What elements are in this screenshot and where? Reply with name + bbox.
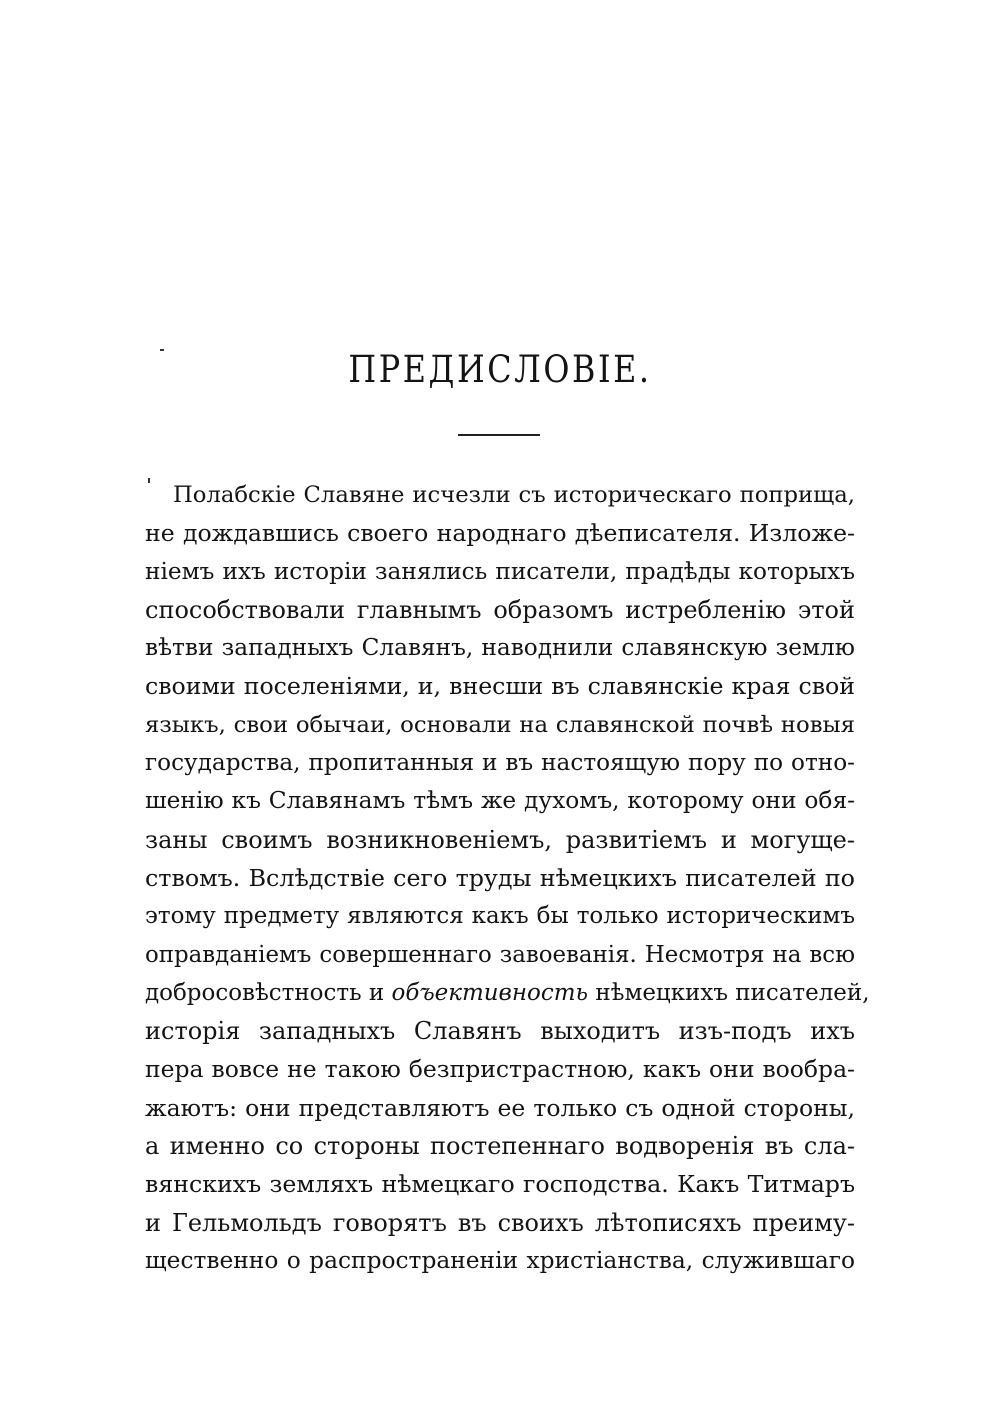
text-line: языкъ, свои обычаи, основали на славянской почвѣ новыя: [145, 711, 855, 738]
text-line: шенію къ Славянамъ тѣмъ же духомъ, которому они обя-: [145, 787, 855, 815]
body-text: [145, 476, 870, 1280]
text-line: государства, пропитанныя и въ настоящую пору по отно-: [145, 749, 855, 777]
text-line: этому предмету являются какъ бы только историческимъ: [145, 903, 855, 930]
emphasized-word: объективность: [391, 979, 589, 1006]
text-line: ніемъ ихъ исторіи занялись писатели, прадѣды которыхъ: [145, 557, 855, 585]
text-segment: нѣмецкихъ писателей,: [588, 979, 870, 1006]
page-title: ПРЕДИСЛОВІЕ.: [348, 348, 652, 391]
text-line: Полабскіе Славяне исчезли съ историческаго поприща,: [173, 482, 855, 508]
text-line: заны своимъ возникновеніемъ, развитіемъ и могуще-: [145, 825, 855, 854]
text-line: способствовали главнымъ образомъ истребленію этой: [145, 595, 855, 624]
text-line: исторія западныхъ Славянъ выходитъ изъ-подъ ихъ: [145, 1017, 855, 1046]
text-line: оправданіемъ совершеннаго завоеванія. Несмотря на всю: [145, 941, 855, 968]
text-line: вянскихъ земляхъ нѣмецкаго господства. Какъ Титмаръ: [145, 1170, 855, 1199]
text-line: своими поселеніями, и, внесши въ славянскіе края свой: [145, 672, 855, 701]
text-line: а именно со стороны постепеннаго водворенія въ сла-: [145, 1132, 855, 1161]
text-line: пера вовсе не такою безпристрастною, какъ они вообра-: [145, 1055, 855, 1084]
text-line: и Гельмольдъ говорятъ въ своихъ лѣтописяхъ преиму-: [145, 1208, 855, 1237]
text-line: ствомъ. Вслѣдствіе сего труды нѣмецкихъ писателей по: [145, 863, 855, 892]
text-segment: добросовѣстность и: [145, 979, 392, 1006]
text-line-with-emphasis: [145, 974, 870, 1012]
text-line: вѣтви западныхъ Славянъ, наводнили славянскую землю: [145, 634, 855, 662]
text-line: щественно о распространеніи христіанства, служившаго: [145, 1246, 855, 1274]
text-line: не дождавшись своего народнаго дѣеписателя. Изложе-: [145, 519, 855, 548]
title-rule: [458, 434, 540, 436]
text-line: жаютъ: они представляютъ ее только съ одной стороны,: [145, 1093, 855, 1122]
